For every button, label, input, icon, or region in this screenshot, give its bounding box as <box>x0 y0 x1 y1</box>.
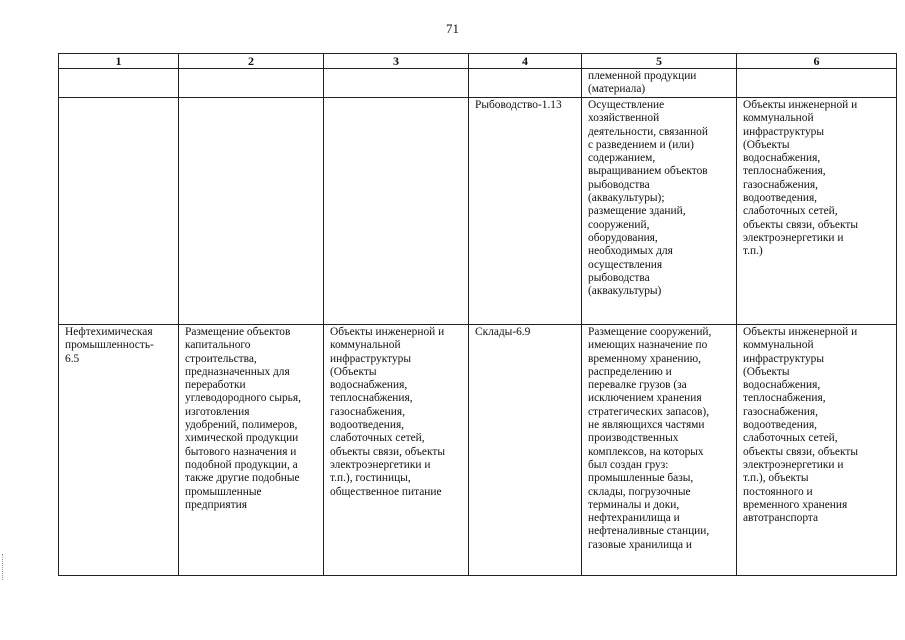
table-cell: Объекты инженерной и коммунальной инфраструктуры (Объекты водоснабжения, теплоснабжения, газоснабжения, водоотведения, слаботочных сетей, объекты связи, объекты электроэнергетики и т.п.) <box>737 98 897 325</box>
land-use-table <box>58 53 897 576</box>
table-cell: Размещение сооружений, имеющих назначение по временному хранению, распределению и перевалке грузов (за исключением хранения стратегических запасов), не являющихся частями производственных комплексов, на которых был создан груз: промышленные базы, склады, погрузочные терминалы и доки, нефтехранилища и нефтеналивные станции, газовые хранилища и <box>582 325 737 576</box>
table-cell: Осуществление хозяйственной деятельности, связанной с разведением и (или) содержанием, выращиванием объектов рыбоводства (аквакультуры); размещение зданий, сооружений, оборудования, необходимых для осуществления рыбоводства (аквакультуры) <box>582 98 737 325</box>
header-col-2: 2 <box>179 54 324 69</box>
margin-scan-mark <box>2 554 9 580</box>
table-cell <box>59 69 179 98</box>
table-cell: Склады-6.9 <box>469 325 582 576</box>
table-cell <box>179 69 324 98</box>
table-cell: Рыбоводство-1.13 <box>469 98 582 325</box>
header-col-5: 5 <box>582 54 737 69</box>
table-cell: Нефтехимическая промышленность- 6.5 <box>59 325 179 576</box>
table-cell: Объекты инженерной и коммунальной инфраструктуры (Объекты водоснабжения, теплоснабжения, газоснабжения, водоотведения, слаботочных сетей, объекты связи, объекты электроэнергетики и т.п.), объекты постоянного и временного хранения автотранспорта <box>737 325 897 576</box>
table-cell <box>324 69 469 98</box>
header-col-1: 1 <box>59 54 179 69</box>
table-cell: племенной продукции (материала) <box>582 69 737 98</box>
table-row <box>59 325 897 576</box>
table-cell: Размещение объектов капитального строительства, предназначенных для переработки углеводородного сырья, изготовления удобрений, полимеров, химической продукции бытового назначения и подобной продукции, а также другие подобные промышленные предприятия <box>179 325 324 576</box>
table-cell <box>469 69 582 98</box>
page-number: 71 <box>446 21 459 36</box>
table-row <box>59 69 897 98</box>
table-cell <box>59 98 179 325</box>
table-row <box>59 98 897 325</box>
table-cell <box>324 98 469 325</box>
table-header-row <box>59 54 897 69</box>
table-cell <box>737 69 897 98</box>
header-col-6: 6 <box>737 54 897 69</box>
header-col-4: 4 <box>469 54 582 69</box>
table-cell: Объекты инженерной и коммунальной инфраструктуры (Объекты водоснабжения, теплоснабжения, газоснабжения, водоотведения, слаботочных сетей, объекты связи, объекты электроэнергетики и т.п.), гостиницы, общественное питание <box>324 325 469 576</box>
table-cell <box>179 98 324 325</box>
header-col-3: 3 <box>324 54 469 69</box>
